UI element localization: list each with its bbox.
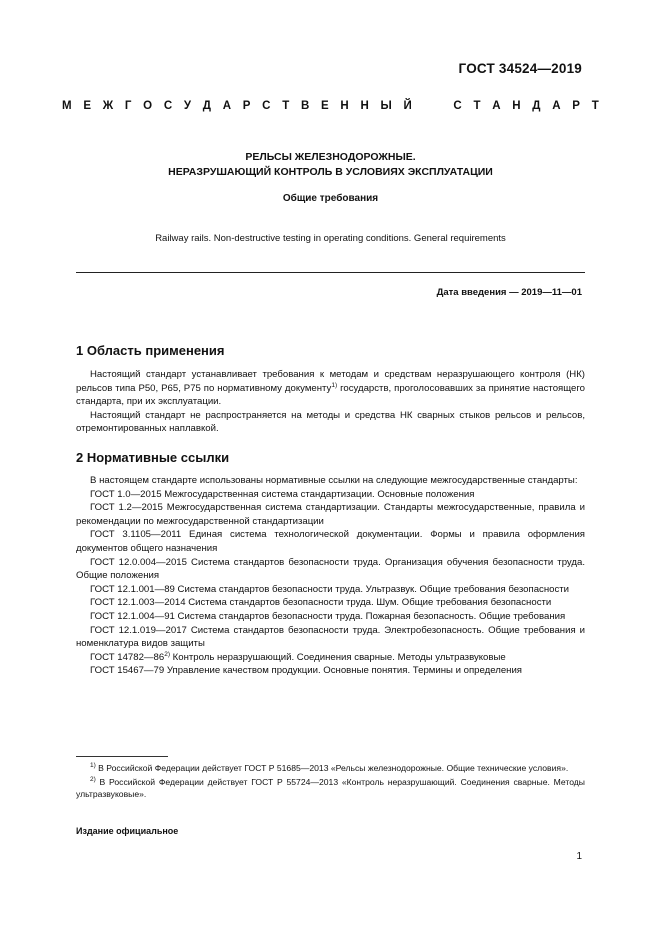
banner-letter: Ж — [102, 100, 114, 112]
document-title — [62, 150, 599, 180]
banner-letter: Т — [591, 100, 599, 112]
footnote-ref-1: 1) — [331, 381, 338, 389]
title-line-1: РЕЛЬСЫ ЖЕЛЕЗНОДОРОЖНЫЕ. — [245, 151, 416, 163]
footnote-1-text: В Российской Федерации действует ГОСТ Р 51685—2013 «Рельсы железнодорожные. Общие технические условия». — [95, 763, 569, 773]
banner-letter: Р — [242, 100, 251, 112]
reference-item: ГОСТ 3.1105—2011 Единая система технологической документации. Формы и правила оформления документов общего назначения — [76, 529, 585, 554]
banner-letter: О — [143, 100, 153, 112]
banner-letter: Н — [360, 100, 369, 112]
ref9-code: ГОСТ 14782—86 — [90, 651, 165, 663]
footnotes — [76, 762, 585, 801]
official-edition-label: Издание официальное — [76, 826, 179, 836]
banner-letter: Ы — [380, 100, 392, 112]
footnote-2-text: В Российской Федерации действует ГОСТ Р 55724—2013 «Контроль неразрушающий. Соединения сварные. Методы ультразвуковые». — [76, 777, 585, 800]
footnote-1-mark: 1) — [90, 762, 96, 769]
footnote-2 — [76, 776, 585, 800]
reference-item: ГОСТ 12.0.004—2015 Система стандартов безопасности труда. Организация обучения безопасности труда. Общие положения — [76, 556, 585, 582]
section-1-body — [76, 368, 585, 436]
banner-letter: У — [183, 100, 192, 112]
introduction-date: Дата введения — 2019—11—01 — [436, 287, 582, 298]
title-line-2: НЕРАЗРУШАЮЩИЙ КОНТРОЛЬ В УСЛОВИЯХ ЭКСПЛУАТАЦИИ — [168, 166, 493, 178]
footnote-1 — [76, 762, 585, 774]
footnote-2-mark: 2) — [90, 776, 96, 784]
banner-letter: С — [262, 100, 271, 112]
banner-letter: Т — [473, 100, 481, 112]
banner-letter — [438, 100, 441, 112]
section-2-heading: 2 Нормативные ссылки — [76, 450, 230, 465]
banner-letter: М — [62, 100, 72, 112]
banner-letter: Р — [572, 100, 580, 112]
banner-letter: Г — [124, 100, 132, 112]
title-divider — [76, 272, 585, 273]
section-1-heading: 1 Область применения — [76, 343, 225, 358]
banner-letter: Н — [512, 100, 521, 112]
banner-letter: А — [222, 100, 232, 112]
reference-item: ГОСТ 12.1.001—89 Система стандартов безопасности труда. Ультразвук. Общие требования безопасности — [90, 583, 570, 595]
footnote-divider — [76, 756, 168, 757]
ref9-title: Контроль неразрушающий. Соединения сварные. Методы ультразвуковые — [169, 651, 506, 663]
footnote-ref-2: 2) — [164, 650, 170, 658]
page-number: 1 — [576, 851, 582, 862]
banner-letter: В — [300, 100, 310, 112]
section-2-body — [76, 474, 585, 678]
reference-item: ГОСТ 1.0—2015 Межгосударственная система стандартизации. Основные положения — [90, 488, 475, 500]
banner-letter: Й — [403, 100, 412, 112]
reference-item: ГОСТ 12.1.003—2014 Система стандартов безопасности труда. Шум. Общие требования безопасности — [90, 597, 552, 609]
reference-item: ГОСТ 1.2—2015 Межгосударственная система стандартизации. Стандарты межгосударственные, правила и рекомендации по межгосударственной стандартизации — [76, 502, 585, 527]
document-subtitle: Общие требования — [282, 193, 379, 204]
section-2-intro: В настоящем стандарте использованы нормативные ссылки на следующие межгосударственные стандарты: — [90, 475, 578, 486]
banner-letter: А — [552, 100, 561, 112]
reference-item — [76, 651, 585, 665]
reference-item: ГОСТ 12.1.019—2017 Система стандартов безопасности труда. Электробезопасность. Общие требования и номенклатура видов защиты — [76, 624, 585, 650]
banner-letter — [424, 100, 427, 112]
banner-letter: А — [492, 100, 501, 112]
s1p1-text-b: государств, проголосовавших за принятие настоящего стандарта, при их эксплуатации. — [76, 382, 585, 408]
reference-item: ГОСТ 15467—79 Управление качеством продукции. Основные понятия. Термины и определения — [90, 665, 523, 677]
standard-code: ГОСТ 34524—2019 — [458, 61, 582, 76]
banner-letter: Н — [340, 100, 349, 112]
banner-letter: Т — [282, 100, 290, 112]
banner-letter: Е — [83, 100, 91, 112]
banner-letter: С — [163, 100, 173, 112]
s1p1-text-a: Настоящий стандарт устанавливает требования к методам и средствам неразрушающего контроля (НК) рельсов типа Р50, Р65, Р75 по нормативному документу — [76, 369, 585, 394]
section-1-paragraph-1 — [76, 368, 585, 409]
banner-letter: С — [453, 100, 462, 112]
interstate-standard-banner — [62, 100, 599, 112]
section-1-paragraph-2: Настоящий стандарт не распространяется на методы и средства НК сварных стыков рельсов и рельсов, отремонтированных наплавкой. — [76, 409, 585, 435]
english-title: Railway rails. Non-destructive testing in operating conditions. General requirements — [155, 233, 506, 244]
banner-letter: Д — [532, 100, 541, 112]
banner-letter: Е — [321, 100, 329, 112]
reference-item: ГОСТ 12.1.004—91 Система стандартов безопасности труда. Пожарная безопасность. Общие требования — [90, 610, 566, 622]
banner-letter: Д — [202, 100, 211, 112]
